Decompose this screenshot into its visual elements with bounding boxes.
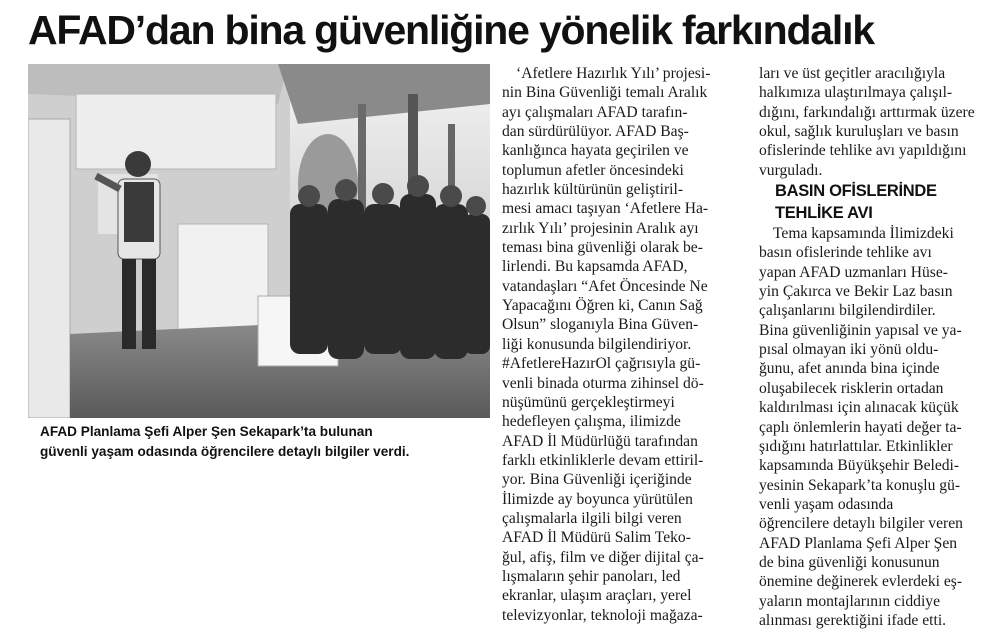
text-line: AFAD İl Müdürü Salim Teko-: [502, 529, 691, 547]
article-column-3: [759, 64, 995, 630]
text-line: İlimizde ay boyunca yürütülen: [502, 490, 693, 508]
text-line: AFAD Planlama Şefi Alper Şen: [759, 534, 958, 552]
text-line: nin Bina Güvenliği temalı Aralık: [502, 84, 708, 102]
text-line: ofislerinde tehlike avı yapıldığını: [759, 142, 967, 160]
headline: AFAD’dan bina güvenliğine yönelik farkındalık: [28, 7, 874, 53]
text-line: ‘Afetlere Hazırlık Yılı’ projesi-: [516, 65, 711, 82]
text-line: çalışmalarla ilgili bilgi veren: [502, 509, 682, 527]
photo-caption: [40, 422, 490, 462]
text-line: yin Çakırca ve Bekir Laz basın: [759, 283, 953, 301]
text-line: vurguladı.: [759, 161, 823, 179]
text-line: dığını, farkındalığı arttırmak üzere: [759, 103, 975, 121]
text-line: oluşabilecek risklerin ortadan: [759, 379, 944, 397]
article-column-2: [502, 64, 752, 625]
text-line: ları ve üst geçitler aracılığıyla: [759, 65, 946, 82]
text-line: basın ofislerinde tehlike avı: [759, 244, 932, 262]
text-line: venli binada oturma zihinsel dö-: [502, 374, 704, 392]
subheading: [759, 180, 995, 224]
text-line: halkımıza ulaştırılmaya çalışıl-: [759, 84, 953, 102]
subheading-line: TEHLİKE AVI: [775, 204, 873, 223]
text-line: kanlığınca hayata geçirilen ve: [502, 142, 689, 160]
text-line: #AfetlereHazırOl çağrısıyla gü-: [502, 355, 701, 373]
text-line: okul, sağlık kuruluşları ve basın: [759, 123, 959, 141]
text-line: ğul, afiş, film ve diğer dijital ça-: [502, 548, 704, 566]
subheading-line: BASIN OFİSLERİNDE: [775, 182, 937, 201]
text-line: liği konusunda bilgilendiriyor.: [502, 335, 692, 353]
text-line: de bina güvenliği konusunun: [759, 553, 940, 571]
text-line: pısal olmayan iki yönü oldu-: [759, 341, 939, 359]
text-line: venli yaşam odasında: [759, 495, 894, 513]
text-line: yor. Bina Güvenliği içeriğinde: [502, 471, 692, 489]
text-line: şıdığını hatırlattılar. Etkinlikler: [759, 437, 953, 455]
text-line: yapan AFAD uzmanları Hüse-: [759, 263, 948, 281]
text-line: Olsun” sloganıyla Bina Güven-: [502, 316, 699, 334]
text-line: lirlendi. Bu kapsamda AFAD,: [502, 258, 688, 276]
text-line: Tema kapsamında İlimizdeki: [773, 225, 954, 243]
text-line: yesinin Sekapark’ta konuşlu gü-: [759, 476, 961, 494]
text-line: mesi amacı taşıyan ‘Afetlere Ha-: [502, 200, 709, 218]
text-line: önemine değinerek evlerdeki eş-: [759, 573, 963, 591]
text-line: Yapacağını Öğren ki, Canın Sağ: [502, 297, 703, 315]
caption-line: AFAD Planlama Şefi Alper Şen Sekapark’ta bulunan: [40, 424, 373, 439]
text-line: AFAD İl Müdürlüğü tarafından: [502, 432, 698, 450]
text-line: öğrencilere detaylı bilgiler veren: [759, 515, 963, 533]
text-line: televizyonlar, teknoloji mağaza-: [502, 606, 703, 624]
text-line: hedefleyen çalışma, ilimizde: [502, 413, 681, 431]
text-line: ğunu, afet anında bina içinde: [759, 360, 940, 378]
text-line: zırlık Yılı’ projesinin Aralık ayı: [502, 219, 699, 237]
text-line: lışmaların şehir panoları, led: [502, 567, 681, 585]
text-line: dan sürdürülüyor. AFAD Baş-: [502, 123, 689, 141]
text-line: nüşümünü gerçekleştirmeyi: [502, 393, 675, 411]
text-line: Bina güvenliğinin yapısal ve ya-: [759, 321, 962, 339]
text-line: toplumun afetler öncesindeki: [502, 161, 684, 179]
news-photo: [28, 64, 490, 418]
text-line: çaplı önlemlerin hayati değer ta-: [759, 418, 962, 436]
text-line: alınması gerektiğini ifade etti.: [759, 611, 947, 629]
text-line: kaldırılması için alınacak küçük: [759, 399, 959, 417]
text-line: hazırlık kültürünün geliştiril-: [502, 181, 684, 199]
text-line: ayı çalışmaları AFAD tarafın-: [502, 103, 688, 121]
text-line: teması bina güvenliği olarak be-: [502, 239, 703, 257]
text-line: vatandaşları “Afet Öncesinde Ne: [502, 277, 708, 295]
caption-line: güvenli yaşam odasında öğrencilere detaylı bilgiler verdi.: [40, 444, 410, 459]
text-line: çalışanlarını bilgilendirdiler.: [759, 302, 936, 320]
text-line: ekranlar, ulaşım araçları, yerel: [502, 587, 692, 605]
text-line: kapsamında Büyükşehir Beledi-: [759, 457, 960, 475]
text-line: yaların montajlarının ciddiye: [759, 592, 941, 610]
text-line: farklı etkinliklerle devam ettiril-: [502, 451, 704, 469]
